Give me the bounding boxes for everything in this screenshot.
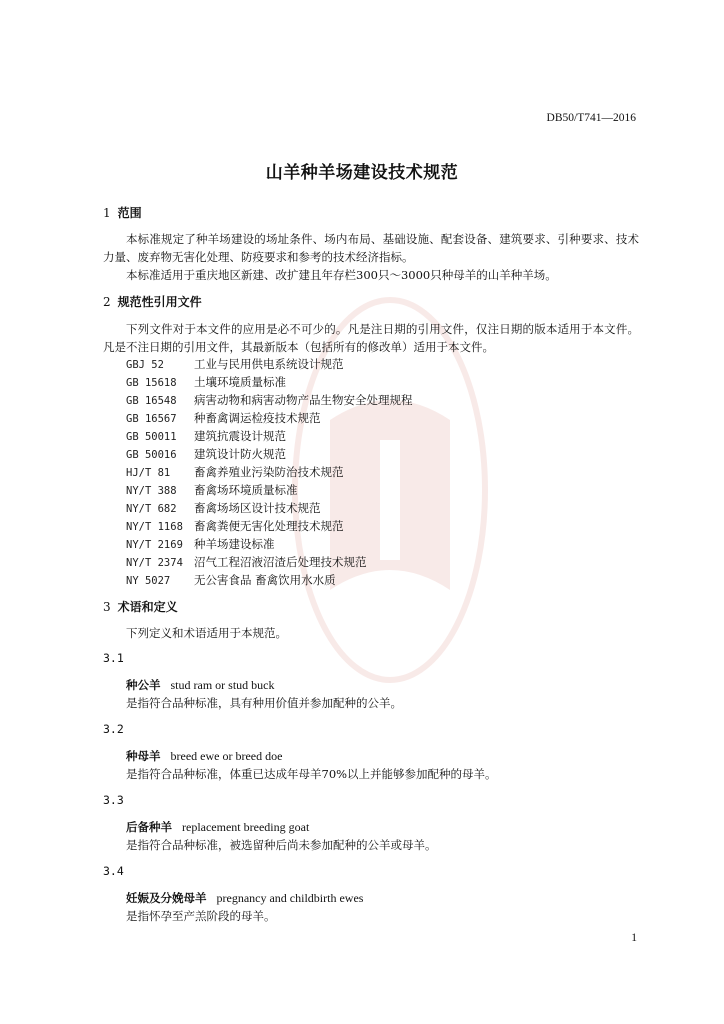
section-1-heading (103, 204, 142, 221)
reference-item (126, 409, 321, 427)
reference-name: 无公害食品 畜禽饮用水水质 (194, 573, 336, 587)
reference-name: 建筑设计防火规范 (194, 447, 286, 461)
reference-name: 病害动物和病害动物产品生物安全处理规程 (194, 393, 413, 407)
reference-name: 种畜禽调运检疫技术规范 (194, 411, 321, 425)
reference-code: GBJ 52 (126, 359, 164, 371)
term-chinese: 后备种羊 (126, 820, 172, 834)
reference-code: GB 50011 (126, 431, 177, 443)
section-title: 规范性引用文件 (117, 295, 202, 309)
term-english: stud ram or stud buck (170, 678, 275, 692)
reference-code: GB 16567 (126, 413, 177, 425)
section-number: 3 (103, 600, 111, 614)
reference-item (126, 499, 321, 517)
reference-name: 畜禽养殖业污染防治技术规范 (194, 465, 344, 479)
section-2-heading (103, 293, 202, 310)
reference-code: NY/T 1168 (126, 521, 183, 533)
term-english: replacement breeding goat (182, 820, 310, 834)
term-number: 3.3 (103, 793, 124, 807)
section-number: 1 (103, 206, 111, 220)
term-chinese: 种公羊 (126, 678, 161, 692)
section-1-paragraph-2: 本标准适用于重庆地区新建、改扩建且年存栏300只～3000只种母羊的山羊种羊场。 (126, 268, 557, 282)
section-1-paragraph-1: 本标准规定了种羊场建设的场址条件、场内布局、基础设施、配套设备、建筑要求、引种要求、技术力量、废弃物无害化处理、防疫要求和参考的技术经济指标。 (103, 232, 639, 264)
reference-code: GB 15618 (126, 377, 177, 389)
term-english: pregnancy and childbirth ewes (216, 891, 364, 905)
section-3-intro: 下列定义和术语适用于本规范。 (126, 626, 287, 640)
reference-item (126, 391, 413, 409)
section-number: 2 (103, 295, 111, 309)
term-heading (126, 677, 275, 693)
term-number: 3.4 (103, 864, 124, 878)
reference-item (126, 463, 344, 481)
reference-name: 土壤环境质量标准 (194, 375, 286, 389)
reference-code: NY/T 2169 (126, 539, 183, 551)
term-definition: 是指符合品种标准，被选留种后尚未参加配种的公羊或母羊。 (126, 838, 437, 852)
term-chinese: 种母羊 (126, 749, 161, 763)
reference-item (126, 571, 336, 589)
reference-item (126, 481, 298, 499)
reference-item (126, 427, 286, 445)
term-number: 3.1 (103, 651, 124, 665)
reference-name: 畜禽场环境质量标准 (194, 483, 298, 497)
document-number: DB50/T741—2016 (546, 112, 636, 124)
reference-name: 工业与民用供电系统设计规范 (194, 357, 344, 371)
term-heading (126, 748, 282, 764)
reference-code: GB 50016 (126, 449, 177, 461)
page-title: 山羊种羊场建设技术规范 (265, 163, 459, 183)
reference-item (126, 517, 344, 535)
reference-name: 畜禽场场区设计技术规范 (194, 501, 321, 515)
reference-code: NY/T 388 (126, 485, 177, 497)
term-heading (126, 819, 309, 835)
reference-code: HJ/T 81 (126, 467, 171, 479)
term-heading (126, 890, 363, 906)
term-definition: 是指符合品种标准，体重已达成年母羊70%以上并能够参加配种的母羊。 (126, 767, 497, 781)
reference-name: 畜禽粪便无害化处理技术规范 (194, 519, 344, 533)
reference-name: 建筑抗震设计规范 (194, 429, 286, 443)
reference-item (126, 373, 286, 391)
reference-code: NY/T 2374 (126, 557, 183, 569)
reference-item (126, 553, 367, 571)
term-definition: 是指符合品种标准，具有种用价值并参加配种的公羊。 (126, 696, 402, 710)
reference-item (126, 535, 275, 553)
reference-code: GB 16548 (126, 395, 177, 407)
term-definition: 是指怀孕至产羔阶段的母羊。 (126, 909, 276, 923)
reference-code: NY 5027 (126, 575, 171, 587)
section-title: 术语和定义 (117, 600, 178, 614)
reference-item (126, 355, 344, 373)
section-2-paragraph: 下列文件对于本文件的应用是必不可少的。凡是注日期的引用文件，仅注日期的版本适用于本文件。凡是不注日期的引用文件，其最新版本（包括所有的修改单）适用于本文件。 (103, 322, 639, 354)
term-chinese: 妊娠及分娩母羊 (126, 891, 207, 905)
reference-name: 种羊场建设标准 (194, 537, 275, 551)
reference-name: 沼气工程沼液沼渣后处理技术规范 (194, 555, 367, 569)
page-number: 1 (631, 932, 637, 944)
section-title: 范围 (117, 206, 142, 220)
section-3-heading (103, 598, 178, 615)
term-english: breed ewe or breed doe (170, 749, 283, 763)
reference-code: NY/T 682 (126, 503, 177, 515)
reference-item (126, 445, 286, 463)
term-number: 3.2 (103, 722, 124, 736)
